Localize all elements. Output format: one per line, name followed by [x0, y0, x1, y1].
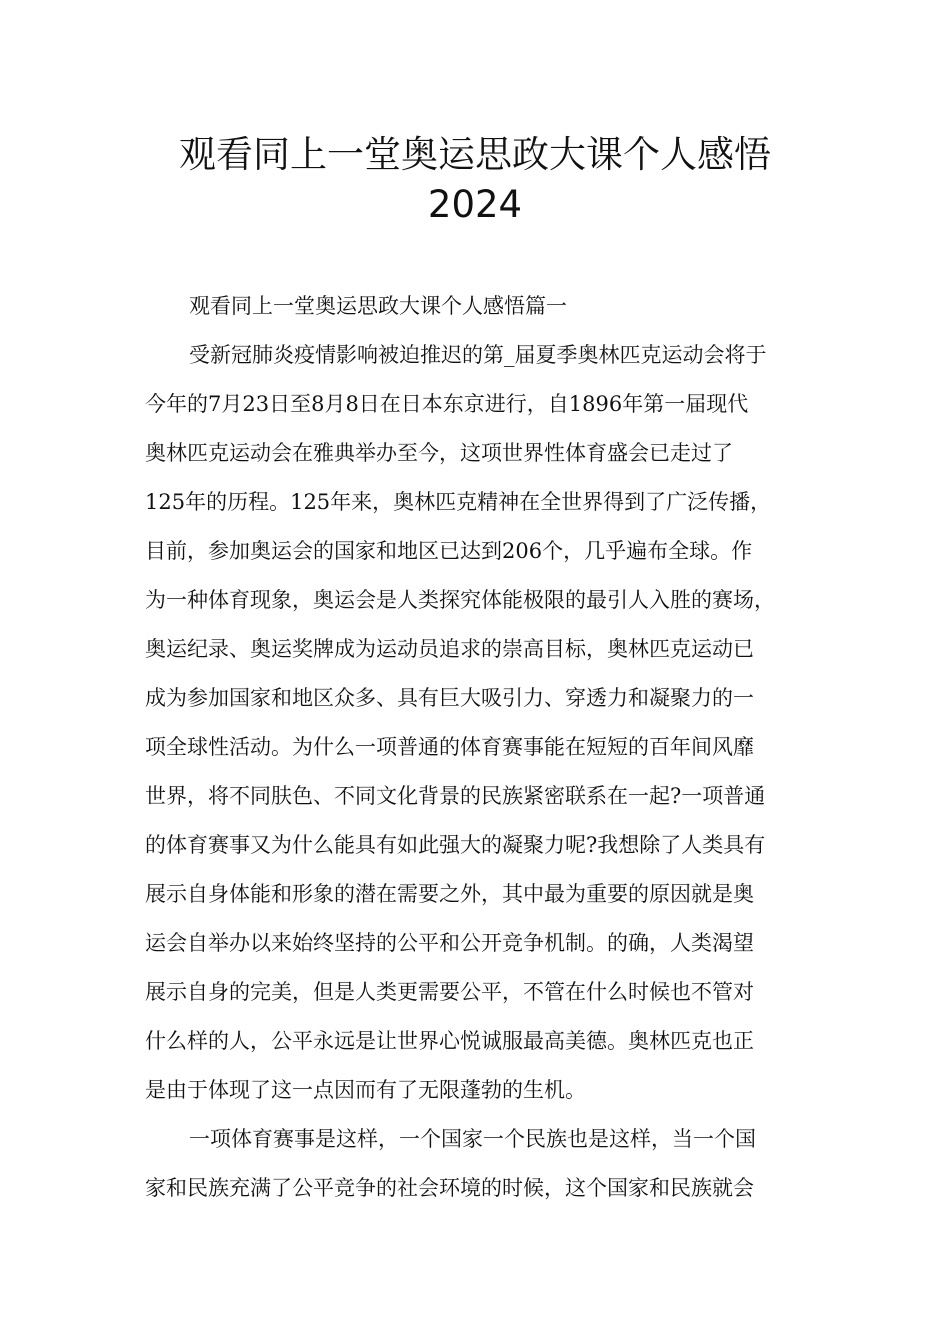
paragraph-1-line: 项全球性活动。为什么一项普通的体育赛事能在短短的百年间风靡 — [145, 735, 754, 759]
paragraph-1-line: 世界，将不同肤色、不同文化背景的民族紧密联系在一起?一项普通 — [145, 784, 766, 808]
document-title-line-2: 2024 — [427, 183, 523, 226]
paragraph-1-line: 展示自身的完美，但是人类更需要公平，不管在什么时候也不管对 — [145, 980, 754, 1004]
document-body — [145, 282, 825, 1213]
paragraph-1-line: 目前，参加奥运会的国家和地区已达到206个，几乎遍布全球。作 — [145, 539, 753, 563]
paragraph-1-line: 展示自身体能和形象的潜在需要之外，其中最为重要的原因就是奥 — [145, 882, 754, 906]
paragraph-1-line: 125年的历程。125年来，奥林匹克精神在全世界得到了广泛传播， — [145, 490, 772, 514]
paragraph-2-line: 一项体育赛事是这样，一个国家一个民族也是这样，当一个国 — [189, 1127, 756, 1151]
paragraph-1-line: 今年的7月23日至8月8日在日本东京进行，自1896年第一届现代 — [145, 392, 749, 416]
paragraph-1-line: 是由于体现了这一点因而有了无限蓬勃的生机。 — [145, 1078, 586, 1102]
document-title-line-1: 观看同上一堂奥运思政大课个人感悟 — [179, 133, 771, 176]
paragraph-2-line: 家和民族充满了公平竞争的社会环境的时候，这个国家和民族就会 — [145, 1176, 754, 1200]
paragraph-1-line: 运会自举办以来始终坚持的公平和公开竞争机制。的确，人类渴望 — [145, 931, 754, 955]
paragraph-1-line: 为一种体育现象，奥运会是人类探究体能极限的最引人入胜的赛场， — [145, 588, 775, 612]
paragraph-2 — [145, 1115, 825, 1213]
section-heading: 观看同上一堂奥运思政大课个人感悟篇一 — [189, 294, 567, 318]
paragraph-1-line: 的体育赛事又为什么能具有如此强大的凝聚力呢?我想除了人类具有 — [145, 833, 766, 857]
paragraph-1 — [145, 331, 825, 1115]
paragraph-1-line: 奥运纪录、奥运奖牌成为运动员追求的崇高目标，奥林匹克运动已 — [145, 637, 754, 661]
paragraph-1-line: 什么样的人，公平永远是让世界心悦诚服最高美德。奥林匹克也正 — [145, 1029, 754, 1053]
paragraph-1-line: 受新冠肺炎疫情影响被迫推迟的第_届夏季奥林匹克运动会将于 — [189, 343, 767, 367]
paragraph-1-line: 奥林匹克运动会在雅典举办至今，这项世界性体育盛会已走过了 — [145, 441, 733, 465]
paragraph-1-line: 成为参加国家和地区众多、具有巨大吸引力、穿透力和凝聚力的一 — [145, 686, 754, 710]
